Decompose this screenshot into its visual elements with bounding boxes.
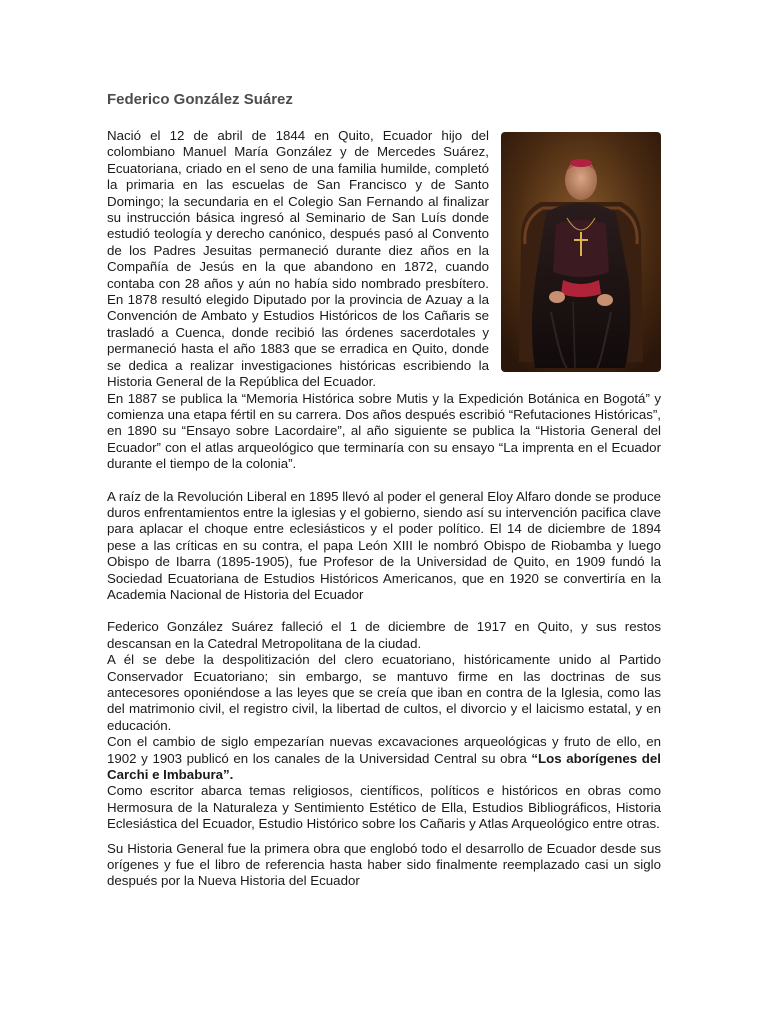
work-title-aborigenes: “Los aborígenes del Carchi e Imbabura”. [107,750,661,783]
paragraph-6-text: Con el cambio de siglo empezarían nuevas excavaciones arqueológicas y fruto de ello, en 1902 y 1903 publicó en los canales de la Universidad Central su obra [107,734,661,766]
document-body [107,90,661,890]
paragraph-6 [107,734,661,783]
paragraph-4: Federico González Suárez falleció el 1 de diciembre de 1917 en Quito, y sus restos descansan en la Catedral Metropolitana de la ciudad. [107,619,661,651]
paragraph-5: A él se debe la despolitización del clero ecuatoriano, históricamente unido al Partido Conservador Ecuatoriano; sin embargo, se mantuvo firme en las doctrinas de sus antecesores oponiéndose a las leyes que se creía que iban en contra de la Iglesia, como las del matrimonio civil, el registro civil, la libertad de cultos, el divorcio y el laicismo estatal, y en educación. [107,652,661,733]
paragraph-8: Su Historia General fue la primera obra que englobó todo el desarrollo de Ecuador desde sus orígenes y fue el libro de referencia hasta haber sido finalmente reemplazado casi un siglo después por la Nueva Historia del Ecuador [107,840,661,889]
paragraph-1: Nació el 12 de abril de 1844 en Quito, Ecuador hijo del colombiano Manuel María González y de Mercedes Suárez, Ecuatoriana, criado en el seno de una familia humilde, completó la primaria en las escuelas de San Francisco y de Santo Domingo; la secundaria en el Colegio San Fernando al finalizar su instrucción básica ingresó al Seminario de San Luís donde estudió teología y derecho canónico, después pasó al Convento de los Padres Jesuitas permaneció durante diez años en la Compañía de Jesús en la que abandono en 1872, cuando contaba con 28 años y aún no había sido nombrado presbítero. En 1878 resultó elegido Diputado por la provincia de Azuay a la Convención de Ambato y Estudios Históricos de los Cañaris se trasladó a Cuenca, donde recibió las órdenes sacerdotales y permaneció hasta el año 1883 que se erradica en Quito, donde se dedica a realizar investigaciones históricas escribiendo la Historia General de la República del Ecuador. [107,128,489,390]
paragraph-3: A raíz de la Revolución Liberal en 1895 llevó al poder el general Eloy Alfaro donde se produce duros enfrentamientos entre la iglesias y el gobierno, siendo así su intervención pacifica clave para aplacar el choque entre eclesiásticos y el poder político. El 14 de diciembre de 1894 pese a las críticas en su contra, el papa León XIII le nombró Obispo de Riobamba y luego Obispo de Ibarra (1895-1905), fue Profesor de la Universidad de Quito, en 1909 fundó la Sociedad Ecuatoriana de Estudios Históricos Americanos, que en 1920 se convertiría en la Academia Nacional de Historia del Ecuador [107,488,661,602]
paragraph-2: En 1887 se publica la “Memoria Histórica sobre Mutis y la Expedición Botánica en Bogotá” y comienza una etapa fértil en su carrera. Dos años después escribió “Refutaciones Históricas”, en 1890 su “Ensayo sobre Lacordaire”, al año siguiente se publica la “Historia General del Ecuador” con el atlas arqueológico que terminaría con su ensayo “La imprenta en el Ecuador durante el tiempo de la colonia”. [107,390,661,472]
portrait-image [501,132,661,372]
paragraph-7: Como escritor abarca temas religiosos, científicos, políticos e históricos en obras como Hermosura de la Naturaleza y Sentimiento Estético de Ella, Estudios Bibliográficos, Historia Eclesiástica del Ecuador, Estudio Histórico sobre los Cañaris y Atlas Arqueológico entre otras. [107,783,661,832]
document-title: Federico González Suárez [107,91,293,108]
